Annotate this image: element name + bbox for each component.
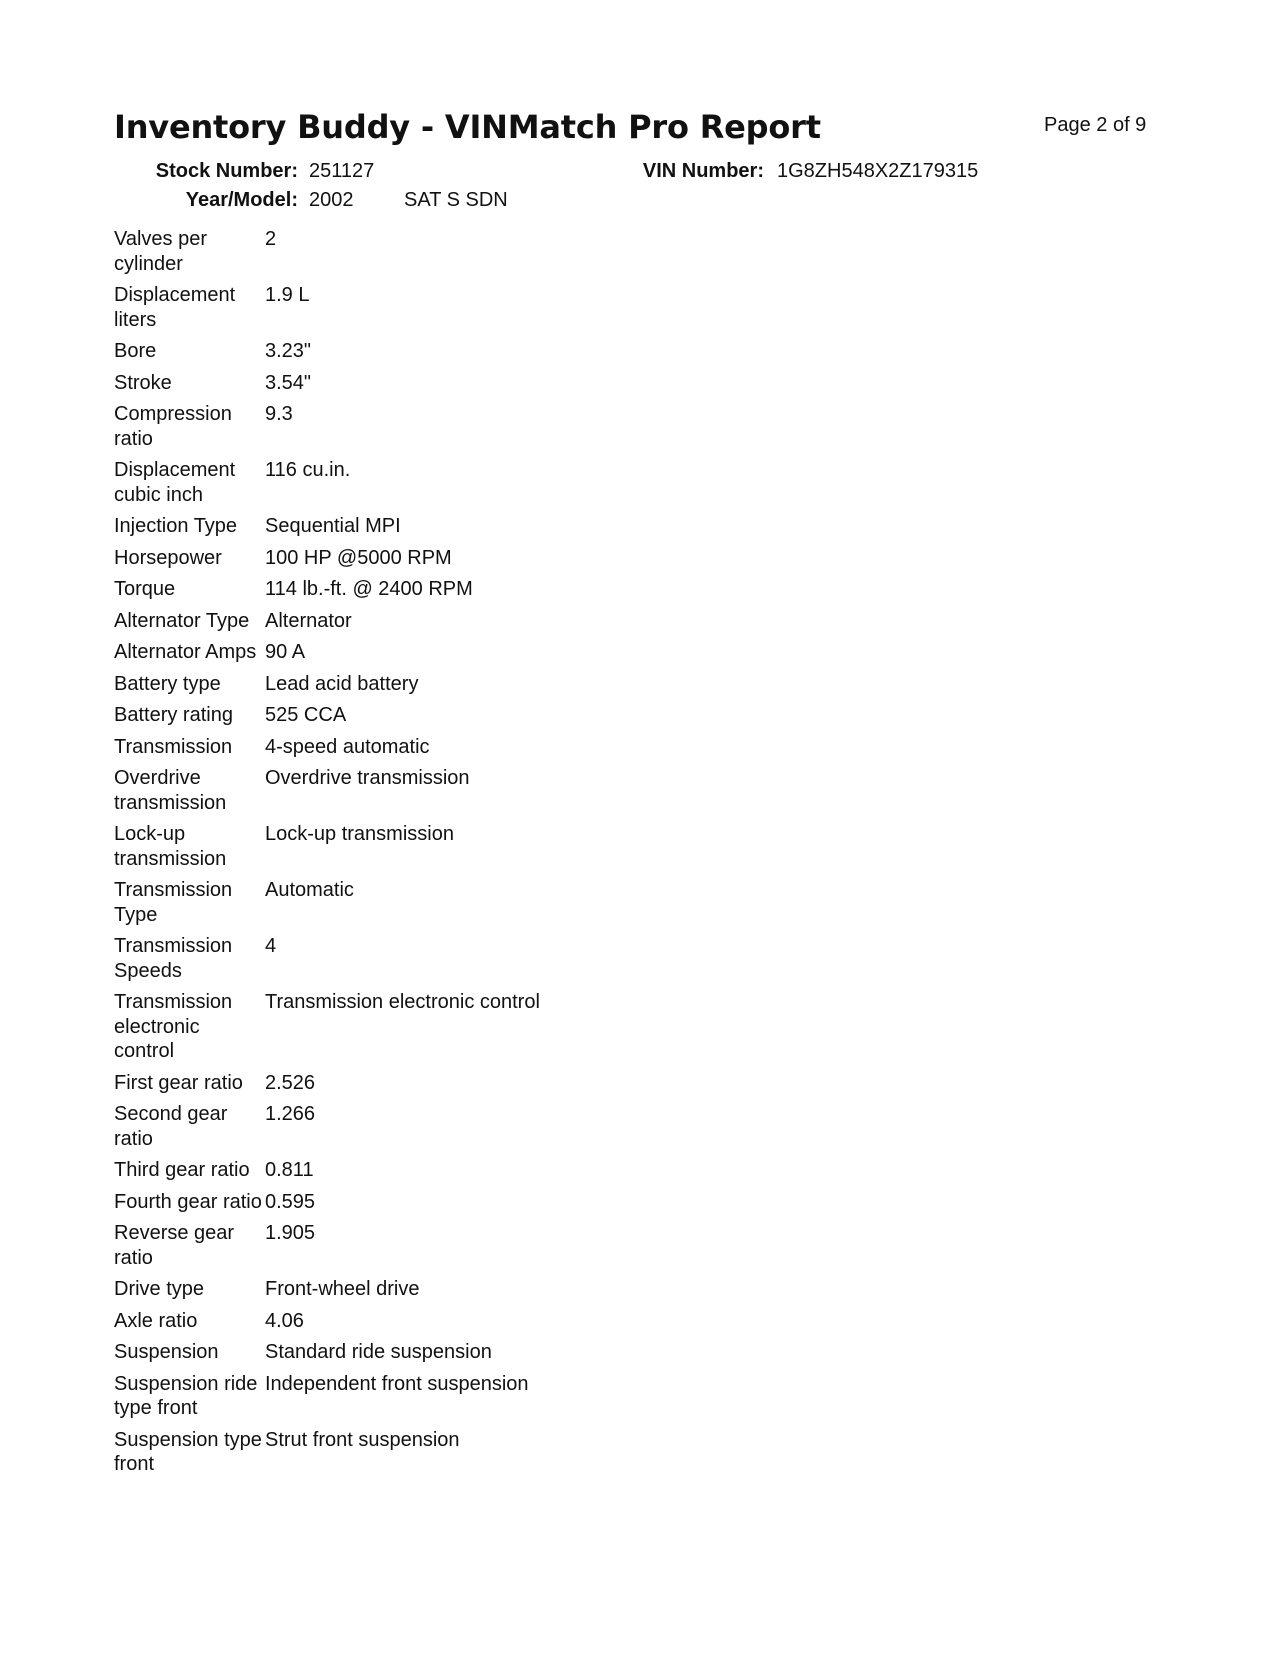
spec-value: Transmission electronic control bbox=[265, 991, 540, 1013]
spec-row bbox=[114, 703, 540, 735]
spec-value: Front-wheel drive bbox=[265, 1278, 420, 1300]
spec-row bbox=[114, 577, 540, 609]
spec-row bbox=[114, 1309, 540, 1341]
spec-label: Suspension ride type front bbox=[114, 1372, 258, 1419]
spec-value: 9.3 bbox=[265, 403, 293, 425]
spec-value: 114 lb.-ft. @ 2400 RPM bbox=[265, 578, 473, 600]
spec-value: 100 HP @5000 RPM bbox=[265, 546, 452, 569]
spec-label: Valves per cylinder bbox=[114, 228, 208, 275]
spec-table bbox=[114, 227, 540, 1484]
spec-label: Drive type bbox=[114, 1278, 205, 1300]
spec-value: 3.23" bbox=[265, 340, 312, 362]
spec-label: Transmission Type bbox=[114, 879, 233, 926]
spec-label: Transmission bbox=[114, 735, 233, 758]
spec-value: Independent front suspension bbox=[265, 1372, 529, 1395]
year-value: 2002 bbox=[309, 189, 354, 211]
spec-label: Alternator Type bbox=[114, 609, 250, 632]
spec-value: 3.54" bbox=[265, 371, 312, 394]
model-value: SAT S SDN bbox=[404, 189, 508, 211]
spec-row bbox=[114, 1372, 540, 1428]
spec-value: Automatic bbox=[265, 879, 354, 901]
spec-label: Axle ratio bbox=[114, 1309, 198, 1332]
spec-row bbox=[114, 1428, 540, 1484]
spec-label: First gear ratio bbox=[114, 1071, 243, 1094]
spec-value: 1.266 bbox=[265, 1103, 316, 1125]
spec-label: Bore bbox=[114, 340, 157, 362]
spec-row bbox=[114, 735, 540, 767]
spec-label: Transmission electronic control bbox=[114, 991, 233, 1062]
spec-row bbox=[114, 640, 540, 672]
report-title: Inventory Buddy - VINMatch Pro Report bbox=[114, 108, 821, 146]
spec-row bbox=[114, 822, 540, 878]
spec-value: 116 cu.in. bbox=[265, 459, 351, 481]
spec-value: Lead acid battery bbox=[265, 672, 419, 695]
spec-row bbox=[114, 514, 540, 546]
spec-value: Lock-up transmission bbox=[265, 823, 454, 845]
spec-row bbox=[114, 227, 540, 283]
spec-label: Suspension type front bbox=[114, 1428, 262, 1475]
spec-label: Fourth gear ratio bbox=[114, 1190, 262, 1213]
spec-value: Alternator bbox=[265, 609, 352, 632]
spec-value: Sequential MPI bbox=[265, 515, 401, 537]
spec-label: Reverse gear ratio bbox=[114, 1222, 235, 1269]
spec-value: 0.595 bbox=[265, 1190, 316, 1213]
spec-row bbox=[114, 458, 540, 514]
spec-value: Standard ride suspension bbox=[265, 1341, 492, 1363]
spec-label: Second gear ratio bbox=[114, 1103, 228, 1150]
spec-label: Injection Type bbox=[114, 515, 238, 537]
spec-value: 4.06 bbox=[265, 1309, 304, 1332]
spec-label: Third gear ratio bbox=[114, 1159, 250, 1181]
spec-value: Overdrive transmission bbox=[265, 767, 470, 789]
spec-label: Battery type bbox=[114, 672, 221, 695]
spec-row bbox=[114, 609, 540, 641]
spec-row bbox=[114, 990, 540, 1071]
year-model-label: Year/Model: bbox=[185, 189, 298, 211]
spec-value: 2.526 bbox=[265, 1071, 316, 1094]
spec-row bbox=[114, 339, 540, 371]
spec-row bbox=[114, 402, 540, 458]
spec-value: 0.811 bbox=[265, 1159, 314, 1181]
spec-label: Alternator Amps bbox=[114, 641, 257, 663]
stock-number-label: Stock Number: bbox=[155, 160, 298, 182]
stock-number-value: 251127 bbox=[309, 160, 375, 182]
spec-label: Lock-up transmission bbox=[114, 823, 227, 870]
spec-value: 1.905 bbox=[265, 1222, 316, 1244]
spec-value: 1.9 L bbox=[265, 284, 310, 306]
spec-row bbox=[114, 1190, 540, 1222]
spec-label: Overdrive transmission bbox=[114, 767, 227, 814]
spec-row bbox=[114, 878, 540, 934]
spec-row bbox=[114, 1221, 540, 1277]
spec-label: Suspension bbox=[114, 1341, 219, 1363]
spec-row bbox=[114, 766, 540, 822]
spec-label: Torque bbox=[114, 578, 176, 600]
spec-value: 2 bbox=[265, 228, 277, 250]
page-indicator: Page 2 of 9 bbox=[1044, 114, 1147, 136]
spec-label: Transmission Speeds bbox=[114, 935, 233, 982]
spec-row bbox=[114, 1158, 540, 1190]
spec-value: 4-speed automatic bbox=[265, 735, 430, 758]
spec-value: 4 bbox=[265, 935, 277, 957]
vin-number-label: VIN Number: bbox=[642, 160, 764, 182]
spec-label: Horsepower bbox=[114, 546, 222, 569]
spec-row bbox=[114, 1071, 540, 1103]
spec-row bbox=[114, 1102, 540, 1158]
spec-row bbox=[114, 1340, 540, 1372]
spec-label: Compression ratio bbox=[114, 403, 232, 450]
spec-row bbox=[114, 1277, 540, 1309]
spec-row bbox=[114, 546, 540, 578]
spec-row bbox=[114, 934, 540, 990]
spec-value: Strut front suspension bbox=[265, 1428, 460, 1451]
spec-value: 525 CCA bbox=[265, 704, 347, 726]
vin-number-value: 1G8ZH548X2Z179315 bbox=[777, 160, 979, 182]
spec-label: Displacement cubic inch bbox=[114, 459, 236, 506]
spec-table-body bbox=[114, 227, 540, 1484]
spec-row bbox=[114, 371, 540, 403]
spec-label: Stroke bbox=[114, 371, 172, 394]
spec-row bbox=[114, 283, 540, 339]
spec-label: Battery rating bbox=[114, 704, 233, 726]
spec-value: 90 A bbox=[265, 641, 306, 663]
spec-label: Displacement liters bbox=[114, 284, 236, 331]
spec-row bbox=[114, 672, 540, 704]
